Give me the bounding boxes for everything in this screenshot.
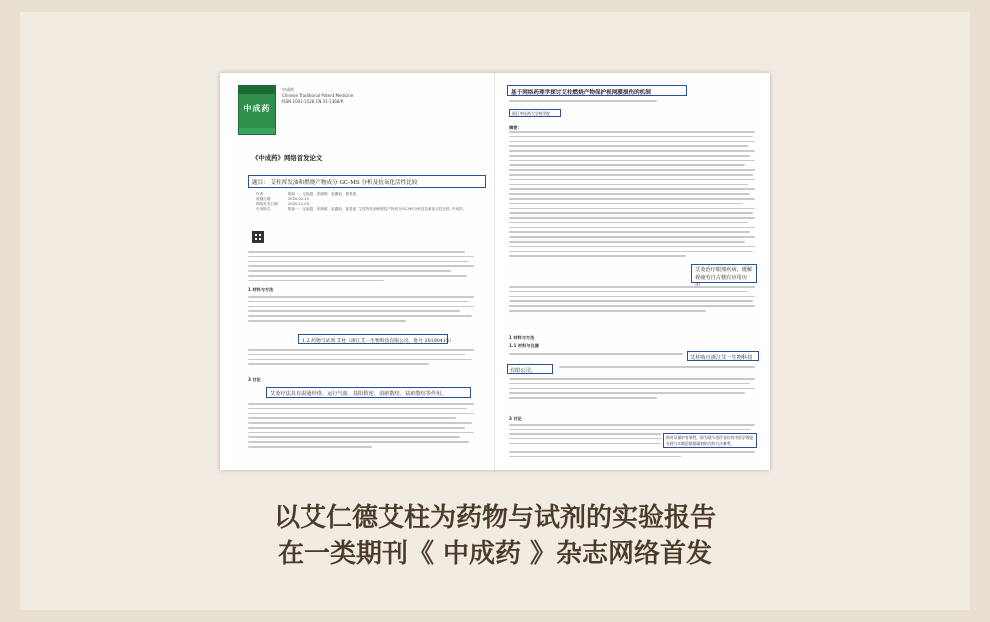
cover-band-bottom xyxy=(239,128,275,134)
cover-band-top xyxy=(239,86,275,94)
journal-name-cn: 中成药 xyxy=(282,87,294,92)
meta-row: 作者： 陈如一，毛旭超，张晓明，赵鑫怡，夏星莲 xyxy=(256,192,357,196)
journal-info xyxy=(282,87,353,105)
section-subheading: 1.1 材料与仪器 xyxy=(509,343,539,348)
article-title-highlight: 题目： 艾柱挥发油和燃烧产物成分 GC-MS 分析及抗氧化活性比较 xyxy=(248,175,486,188)
meta-row: 网络首发日期： 2020-12-03 xyxy=(256,202,309,206)
article-meta xyxy=(256,192,476,212)
right-title-highlight: 基于网络药理学探讨艾柱燃烧产物保护视网膜损伤的机制 xyxy=(507,85,687,96)
meta-row: 引用格式： 陈如一，毛旭超，张晓明，赵鑫怡，夏星莲. 艾柱挥发油和燃烧产物成分GC-MS分析及抗氧化活性比较. 中成药. xyxy=(256,207,464,211)
method-highlight: 1.2 药物与试剂 艾柱（浙江艾一生物科技有限公司，批号 20190415） xyxy=(298,334,448,344)
affiliation-highlight: 浙江中医药大学药学院 xyxy=(509,109,561,117)
body-text-block xyxy=(501,286,763,315)
section-heading: 3 讨论 xyxy=(509,416,522,421)
caption xyxy=(0,500,990,572)
abstract-label: 摘要： xyxy=(509,125,522,130)
body-text-block xyxy=(230,403,492,451)
body-text-block xyxy=(501,451,763,461)
publish-notice: 《中成药》网络首发论文 xyxy=(252,154,323,162)
caption-line-2: 在一类期刊《 中成药 》杂志网络首发 xyxy=(277,539,713,569)
qr-code-icon xyxy=(252,231,264,243)
paper-scan xyxy=(220,73,770,470)
author-lines xyxy=(501,100,763,105)
body-text-block xyxy=(230,296,492,325)
body-text-block xyxy=(230,349,492,368)
body-text-block xyxy=(501,366,763,371)
page-fold xyxy=(494,73,495,470)
source-highlight: 艾柱购自浙江艾一生物科技 xyxy=(687,351,759,361)
body-text-block xyxy=(501,378,763,402)
section-heading: 1 材料与方法 xyxy=(509,335,535,340)
journal-cover-image xyxy=(238,85,276,135)
meta-row: 收稿日期： 2020-02-13 xyxy=(256,197,309,201)
abstract-text-block xyxy=(501,131,763,260)
background-highlight: 艾灸治疗眼部疾病，缓解视疲劳自古便有应用历 xyxy=(691,264,757,283)
journal-name-en: Chinese Traditional Patent Medicine xyxy=(282,93,354,98)
section-heading: 1 材料与方法 xyxy=(248,287,274,292)
cover-title: 中成药 xyxy=(243,103,271,113)
section-heading: 3 讨论 xyxy=(248,377,261,382)
body-text-block xyxy=(230,251,492,284)
journal-issn: ISSN 1001-1528,CN 31-1368/R xyxy=(282,99,344,104)
left-page xyxy=(230,81,492,462)
source-highlight-continued: 有限公司。 xyxy=(507,364,553,374)
right-page xyxy=(501,81,763,462)
discussion-highlight: 的对证保护有效性，即为现今治疗各位有中医学理论支持与实践论据基础相结合的方法参考。 xyxy=(663,433,757,448)
caption-line-1: 以艾仁德艾柱为药物与试剂的实验报告 xyxy=(273,503,716,533)
conclusion-highlight: 艾灸疗法具有温通经络、运行气血、扶阳救逆、消瘀散结、祛瘀散结等作用。 xyxy=(266,387,471,398)
